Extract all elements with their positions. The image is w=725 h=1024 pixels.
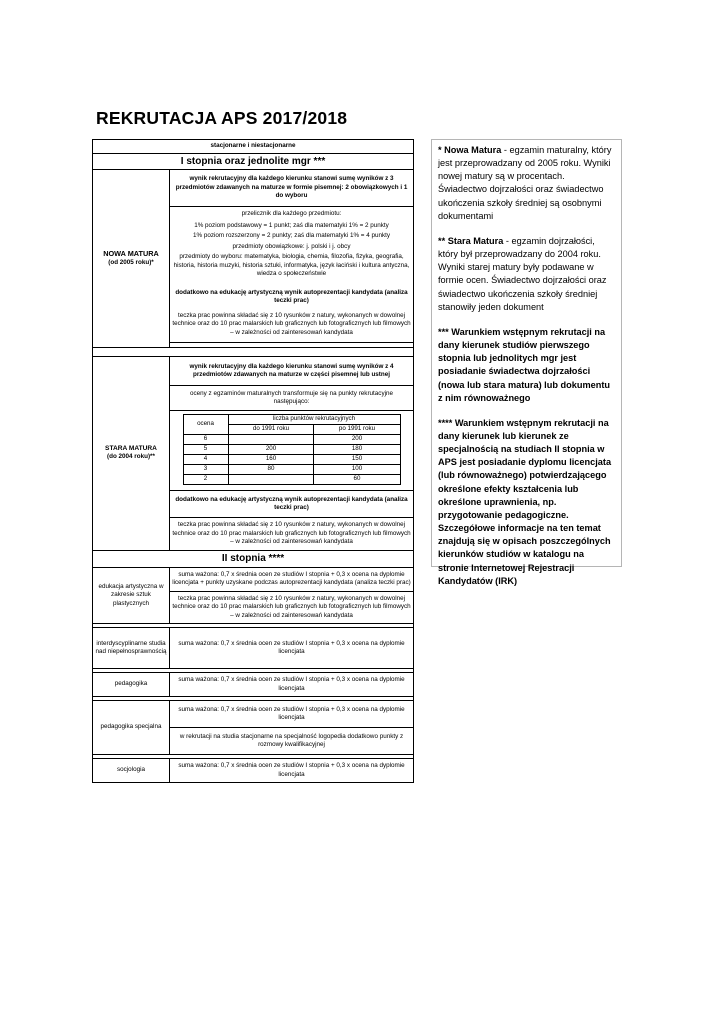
interdisc-label: interdyscyplinarne studia nad niepełnosprawnością	[93, 628, 170, 669]
grades-table	[183, 414, 401, 485]
table-row: 4 160 150	[183, 455, 400, 465]
edu-art-formula: suma ważona: 0,7 x średnia ocen ze studiów I stopnia + 0,3 x ocena na dyplomie licencjata + punkty uzyskane podczas autoprezentacji kandydata (analiza teczki prac)	[170, 567, 414, 591]
edu-art-label: edukacja artystyczna w zakresie sztuk plastycznych	[93, 567, 170, 624]
pedagogy-label: pedagogika	[93, 673, 170, 697]
sociology-formula: suma ważona: 0,7 x średnia ocen ze studiów I stopnia + 0,3 x ocena na dyplomie licencjata	[170, 759, 414, 783]
stara-grades-cell	[170, 411, 414, 491]
stara-transform: oceny z egzaminów maturalnych transformuje się na punkty rekrutacyjne następująco:	[170, 386, 414, 411]
grades-col-before-1991: do 1991 roku	[228, 425, 314, 435]
nowa-basic-level: 1% poziom podstawowy = 1 punkt; zaś dla matematyki 1% = 2 punkty	[194, 221, 389, 229]
notes-box	[431, 139, 622, 586]
nowa-rule: wynik rekrutacyjny dla każdego kierunku stanowi sumę wyników z 3 przedmiotów zdawanych na maturze w formie pisemnej: 2 obowiązkowych i 1 do wyboru	[170, 170, 414, 207]
pedagogy-formula: suma ważona: 0,7 x średnia ocen ze studiów I stopnia + 0,3 x ocena na dyplomie licencjata	[170, 673, 414, 697]
stara-portfolio: teczka prac powinna składać się z 10 rysunków z natury, wykonanych w dowolnej technice oraz do 10 prac malarskich lub graficznych lub fotograficznych lub filmowych – w zależności od zainteresowań kandydata	[170, 518, 414, 551]
interdisc-formula: suma ważona: 0,7 x średnia ocen ze studiów I stopnia + 0,3 x ocena na dyplomie licencjata	[170, 628, 414, 669]
table-row: 5 200 180	[183, 445, 400, 455]
nowa-extended-level: 1% poziom rozszerzony = 2 punkty; zaś dla matematyki 1% = 4 punkty	[192, 232, 391, 239]
nowa-details	[170, 207, 414, 343]
table-row: 2 60	[183, 475, 400, 485]
page-title: REKRUTACJA APS 2017/2018	[96, 108, 348, 128]
nowa-mandatory-subjects: przedmioty obowiązkowe: j. polski i j. obcy	[232, 242, 351, 250]
note-new-matura: * Nowa Matura - egzamin maturalny, który jest przeprowadzany od 2005 roku. Wyniki nowej matury są w procentach. Świadectwo dojrzałości oraz świadectwo ukończenia szkoły średniej są osobnymi dokumentami	[438, 145, 612, 221]
header-second-degree: II stopnia ****	[93, 550, 414, 567]
recruitment-table	[92, 139, 414, 783]
special-pedagogy-formula: suma ważona: 0,7 x średnia ocen ze studiów I stopnia + 0,3 x ocena na dyplomie licencjata	[170, 701, 414, 728]
grades-col-points: liczba punktów rekrutacyjnych	[228, 415, 400, 425]
stara-art-extra: dodatkowo na edukację artystyczną wynik autoprezentacji kandydata (analiza teczki prac)	[170, 491, 414, 518]
sociology-label: socjologia	[93, 759, 170, 783]
note-old-matura: ** Stara Matura - egzamin dojrzałości, który był przeprowadzany do 2004 roku. Wyniki starej matury były podawane w formie ocen. Świadectwo dojrzałości oraz świadectwo ukończenia szkoły średniej stanowiły jeden dokument	[438, 235, 607, 312]
stara-matura-label	[93, 357, 170, 551]
note-first-degree-condition: *** Warunkiem wstępnym rekrutacji na dany kierunek studiów pierwszego stopnia lub jednolitych mgr jest posiadanie świadectwa dojrzałości (nowa lub stara matura) lub dokumentu z nim równoważnego	[438, 326, 611, 403]
note-second-degree-condition: **** Warunkiem wstępnym rekrutacji na dany kierunek lub kierunek ze specjalnością na studiach II stopnia w APS jest posiadanie dyplomu licencjata (lub równoważnego) potwierdzającego określone efekty kształcenia lub określone uprawnienia, np. przygotowanie pedagogiczne. Szczegółowe informacje na ten temat znajdują się w opisach poszczególnych kierunków studiów w katalogu na stronie Internetowej Rejestracji Kandydatów (IRK)	[438, 417, 612, 586]
table-row: 6 200	[183, 435, 400, 445]
nowa-conversion-title: przelicznik dla każdego przedmiotu:	[241, 210, 342, 217]
stara-matura-sub: (do 2004 roku)**	[107, 453, 155, 461]
stara-matura-title: STARA MATURA	[105, 444, 157, 452]
stara-rule: wynik rekrutacyjny dla każdego kierunku stanowi sumę wyników z 4 przedmiotów zdawanych na maturze w części pisemnej lub ustnej	[170, 357, 414, 386]
nowa-art-extra: dodatkowo na edukację artystyczną wynik autoprezentacji kandydata (analiza teczki prac)	[175, 288, 408, 304]
header-first-degree: I stopnia oraz jednolite mgr ***	[93, 154, 414, 170]
grades-col-grade: ocena	[183, 415, 228, 435]
nowa-matura-title: NOWA MATURA	[103, 249, 159, 259]
nowa-matura-label	[93, 170, 170, 348]
special-pedagogy-label: pedagogika specjalna	[93, 701, 170, 755]
table-row: 3 80 100	[183, 465, 400, 475]
nowa-portfolio: teczka prac powinna składać się z 10 rysunków z natury, wykonanych w dowolnej technice oraz do 10 prac malarskich lub graficznych lub fotograficznych lub filmowych – w zależności od zainteresowań kandydata	[172, 311, 411, 336]
special-pedagogy-speech: w rekrutacji na studia stacjonarne na specjalność logopedia dodatkowo punkty z rozmowy kwalifikacyjnej	[170, 728, 414, 755]
edu-art-portfolio: teczka prac powinna składać się z 10 rysunków z natury, wykonanych w dowolnej technice oraz do 10 prac malarskich lub graficznych lub fotograficznych lub filmowych – w zależności od zainteresowań kandydata	[170, 591, 414, 624]
nowa-matura-sub: (od 2005 roku)*	[108, 259, 154, 267]
nowa-optional-subjects: przedmioty do wyboru: matematyka, biologia, chemia, filozofia, fizyka, geografia, historia, historia muzyki, historia sztuki, informatyka, język łaciński i kultura antyczna, wiedza o społeczeństwie	[173, 253, 410, 277]
grades-col-after-1991: po 1991 roku	[314, 425, 400, 435]
header-study-mode: stacjonarne i niestacjonarne	[93, 140, 414, 154]
